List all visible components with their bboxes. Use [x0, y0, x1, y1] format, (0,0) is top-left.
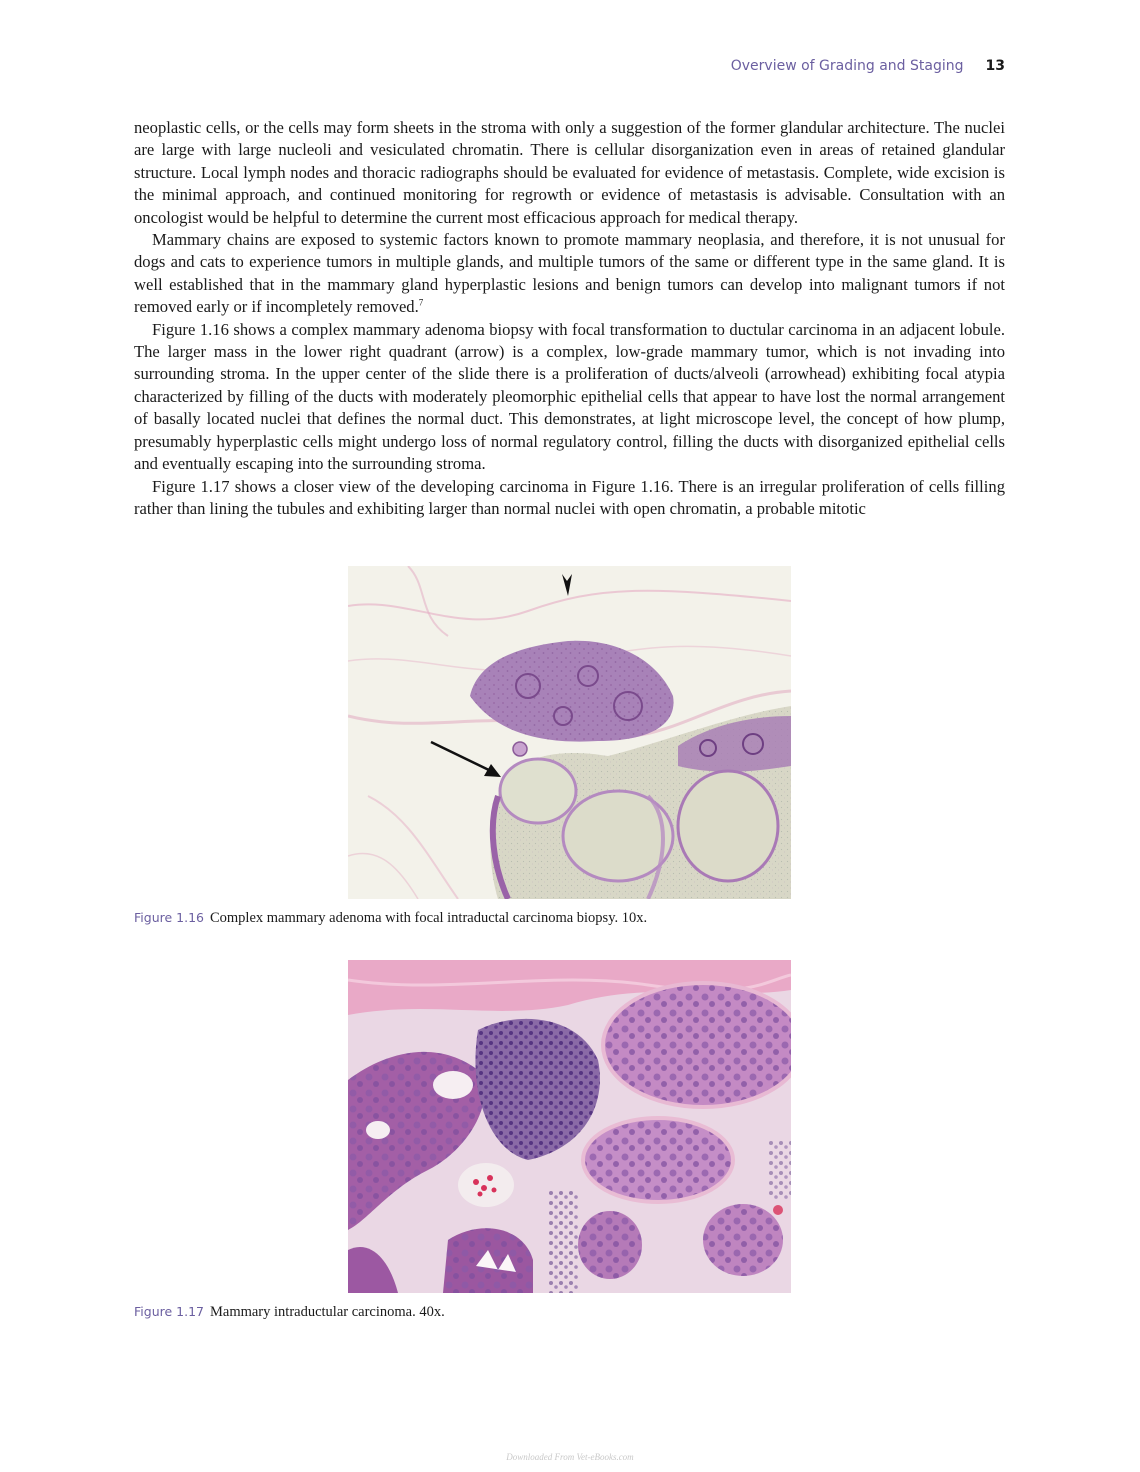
figure-1-16-label: Figure 1.16 [134, 910, 204, 925]
paragraph-1: neoplastic cells, or the cells may form sheets in the stroma with only a suggestion of the former glandular architecture. The nuclei are large with large nucleoli and vesiculated chromatin. There is cellular disorganization even in areas of retained glandular structure. Local lymph nodes and thoracic radiographs should be evaluated for evidence of metastasis. Complete, wide excision is the minimal approach, and continued monitoring for regrowth or evidence of metastasis is advisable. Consultation with an oncologist would be helpful to determine the current most efficacious approach for medical therapy. [134, 118, 1005, 227]
figure-1-17-label: Figure 1.17 [134, 1304, 204, 1319]
figure-1-16-caption-text: Complex mammary adenoma with focal intraductal carcinoma biopsy. 10x. [209, 910, 648, 926]
paragraph-4: Figure 1.17 shows a closer view of the developing carcinoma in Figure 1.16. There is an irregular proliferation of cells filling rather than lining the tubules and exhibiting larger than normal nuclei with open chromatin, a probable mitotic [134, 476, 1005, 518]
paragraph-3: Figure 1.16 shows a complex mammary adenoma biopsy with focal transformation to ductular carcinoma in an adjacent lobule. The larger mass in the lower right quadrant (arrow) is a complex, low-grade mammary tumor, which is not invading into surrounding stroma. In the upper center of the slide there is a proliferation of ducts/alveoli (arrowhead) exhibiting focal atypia characterized by filling of the ducts with moderately pleomorphic epithelial cells that appear to have lost the normal arrangement of basally located nuclei that defines the normal duct. This demonstrates, at light microscope level, the concept of how plump, presumably hyperplastic cells might undergo loss of normal regulatory control, filling the ducts with disorganized epithelial cells and eventually escaping into the surrounding stroma. [134, 319, 1005, 474]
page-number: 13 [985, 58, 1005, 74]
running-title: Overview of Grading and Staging [730, 58, 964, 74]
footer-watermark: Downloaded From Vet-eBooks.com [506, 1452, 634, 1462]
figure-1-16-caption [134, 910, 647, 927]
paragraph-2-text: Mammary chains are exposed to systemic factors known to promote mammary neoplasia, and therefore, it is not unusual for dogs and cats to experience tumors in multiple glands, and multiple tumors of the same or different type in the same gland. It is well established that in the mammary gland hyperplastic lesions and benign tumors can develop into malignant tumors if not removed early or if incompletely removed. [134, 230, 1005, 317]
running-header [731, 58, 1005, 74]
body-text [134, 117, 1005, 520]
figure-1-17-caption-text: Mammary intraductular carcinoma. 40x. [209, 1304, 445, 1320]
figure-1-17-image [348, 960, 791, 1293]
paragraph-2 [134, 229, 1005, 319]
figure-1-16-image [348, 566, 791, 899]
figure-1-17-caption [134, 1304, 445, 1321]
footnote-reference: 7 [418, 297, 424, 308]
